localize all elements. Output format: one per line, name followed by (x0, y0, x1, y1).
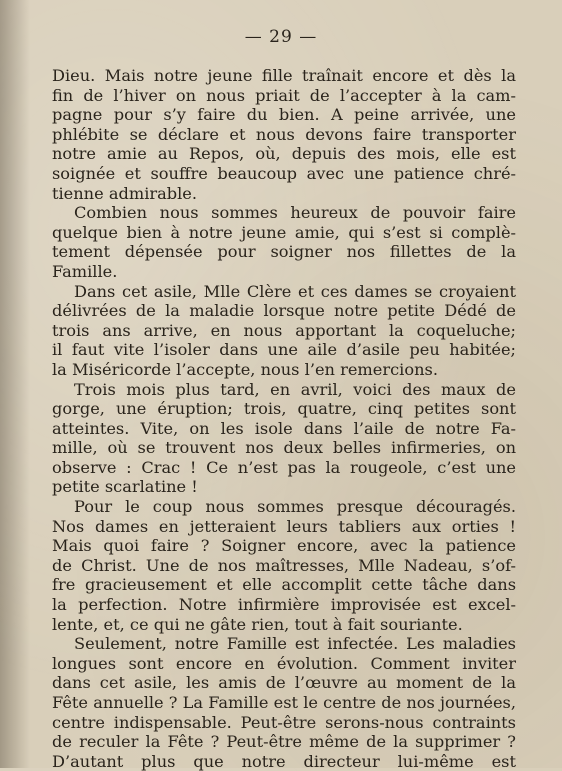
text-line: quelque bien à notre jeune amie, qui s’est si complè- (52, 222, 516, 242)
text-line: dans cet asile, les amis de l’œuvre au moment de la (52, 673, 516, 693)
text-line: fin de l’hiver on nous priait de l’accepter à la cam- (52, 85, 516, 105)
body-text (52, 66, 516, 771)
text-line: observe : Crac ! Ce n’est pas la rougeole, c’est une (52, 457, 516, 477)
text-line: tienne admirable. (52, 183, 198, 203)
text-line: Nos dames en jetteraient leurs tabliers aux orties ! (52, 516, 516, 536)
text-line: Fête annuelle ? La Famille est le centre de nos journées, (52, 693, 516, 712)
text-line: de reculer la Fête ? Peut-être même de la supprimer ? (52, 732, 516, 752)
text-line: soignée et souffre beaucoup avec une patience chré- (52, 163, 516, 183)
text-line: Trois mois plus tard, en avril, voici des maux de (74, 379, 516, 399)
text-line: mille, où se trouvent nos deux belles infirmeries, on (52, 438, 516, 458)
text-line: la perfection. Notre infirmière improvisée est excel- (52, 595, 516, 615)
text-line: petite scarlatine ! (52, 477, 198, 497)
text-line: Pour le coup nous sommes presque découragés. (74, 497, 516, 517)
binding-shadow (0, 0, 30, 768)
text-line: délivrées de la maladie lorsque notre petite Dédé de (52, 301, 516, 321)
text-line: atteintes. Vite, on les isole dans l’aile de notre Fa- (52, 418, 516, 438)
text-line: tement dépensée pour soigner nos fillettes de la (52, 242, 516, 262)
text-line: longues sont encore en évolution. Comment inviter (52, 653, 516, 673)
text-line: trois ans arrive, en nous apportant la coqueluche; (52, 320, 516, 340)
text-line: notre amie au Repos, où, depuis des mois, elle est (52, 144, 516, 164)
text-line: lente, et, ce qui ne gâte rien, tout à fait souriante. (52, 614, 463, 634)
text-line: Seulement, notre Famille est infectée. Les maladies (74, 634, 516, 654)
text-line: il faut vite l’isoler dans une aile d’asile peu habitée; (52, 340, 516, 360)
text-line: Dieu. Mais notre jeune fille traînait encore et dès la (52, 66, 516, 85)
text-line: fre gracieusement et elle accomplit cette tâche dans (52, 575, 516, 595)
text-line: Dans cet asile, Mlle Clère et ces dames se croyaient (74, 281, 516, 301)
text-line: gorge, une éruption; trois, quatre, cinq petites sont (52, 399, 516, 419)
text-line: la Miséricorde l’accepte, nous l’en remercions. (52, 359, 438, 379)
text-line: centre indispensable. Peut-être serons-nous contraints (52, 712, 516, 732)
text-line: Combien nous sommes heureux de pouvoir faire (74, 203, 516, 223)
text-line: phlébite se déclare et nous devons faire transporter (52, 124, 516, 144)
text-line: Famille. (52, 261, 118, 281)
text-line: Mais quoi faire ? Soigner encore, avec la patience (52, 536, 516, 556)
text-line: pagne pour s’y faire du bien. A peine arrivée, une (52, 105, 516, 125)
text-line: D’autant plus que notre directeur lui-même est (52, 751, 516, 771)
text-line: de Christ. Une de nos maîtresses, Mlle Nadeau, s’of- (52, 555, 516, 575)
page-number: — 29 — (244, 27, 318, 47)
